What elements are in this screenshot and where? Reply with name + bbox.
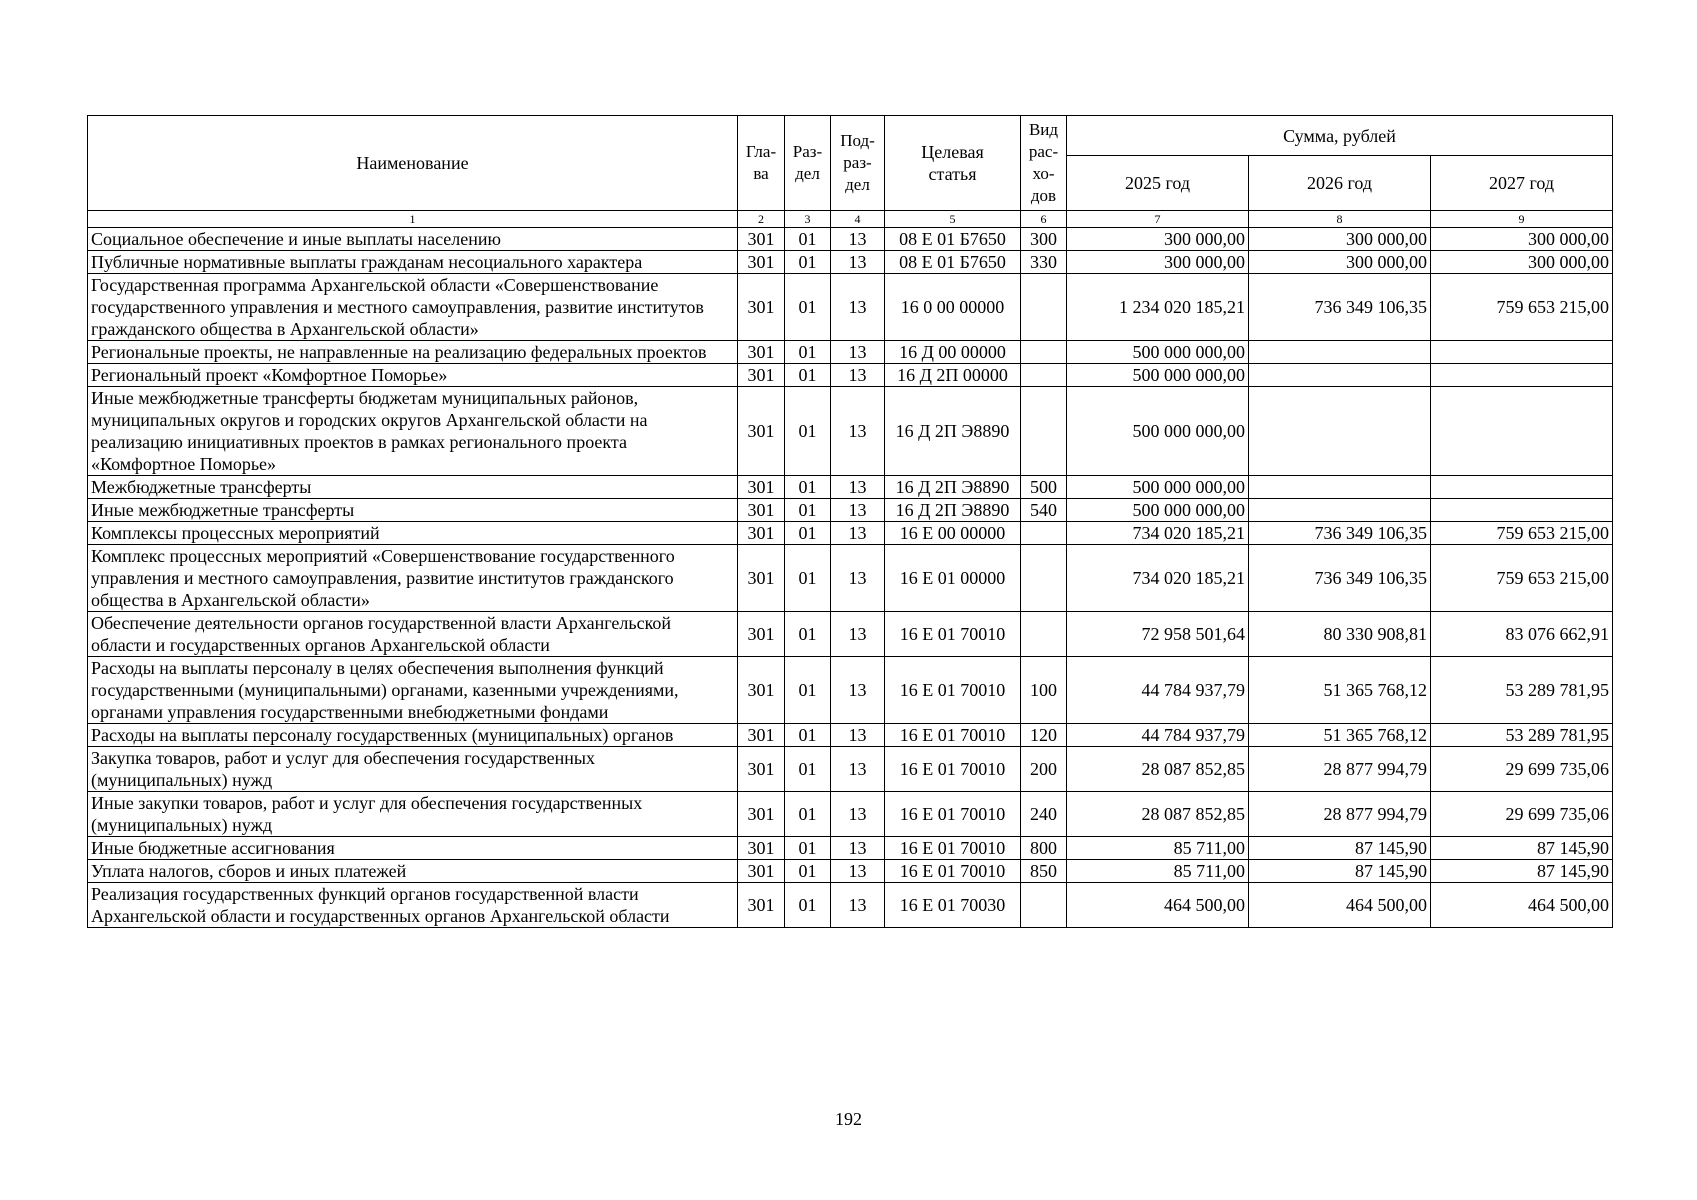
header-row-1 [88, 116, 1613, 156]
column-number: 2 [738, 211, 785, 228]
row-name: Иные закупки товаров, работ и услуг для обеспечения государственных (муниципальных) нужд [88, 792, 738, 837]
row-glava: 301 [738, 341, 785, 364]
row-glava: 301 [738, 522, 785, 545]
header-2025: 2025 год [1067, 156, 1249, 211]
row-amount-2027: 759 653 215,00 [1431, 545, 1613, 612]
column-number: 8 [1249, 211, 1431, 228]
row-amount-2025: 500 000 000,00 [1067, 364, 1249, 387]
row-name: Комплекс процессных мероприятий «Совершенствование государственного управления и местного самоуправления, развитие институтов гражданского общества в Архангельской области» [88, 545, 738, 612]
page-number: 192 [835, 1109, 862, 1129]
row-podrazdel: 13 [831, 883, 885, 928]
row-podrazdel: 13 [831, 476, 885, 499]
header-glava: Гла- ва [738, 116, 785, 211]
row-amount-2026: 464 500,00 [1249, 883, 1431, 928]
row-target: 16 Е 01 70010 [885, 792, 1021, 837]
row-razdel: 01 [785, 251, 831, 274]
row-amount-2025: 28 087 852,85 [1067, 747, 1249, 792]
row-amount-2027: 87 145,90 [1431, 860, 1613, 883]
row-razdel: 01 [785, 364, 831, 387]
header-2026: 2026 год [1249, 156, 1431, 211]
row-name: Обеспечение деятельности органов государственной власти Архангельской области и государственных органов Архангельской области [88, 612, 738, 657]
row-razdel: 01 [785, 724, 831, 747]
row-amount-2026 [1249, 341, 1431, 364]
row-name: Межбюджетные трансферты [88, 476, 738, 499]
row-amount-2025: 734 020 185,21 [1067, 522, 1249, 545]
row-razdel: 01 [785, 274, 831, 341]
row-glava: 301 [738, 274, 785, 341]
row-podrazdel: 13 [831, 251, 885, 274]
row-amount-2026: 736 349 106,35 [1249, 522, 1431, 545]
row-target: 16 Е 01 70010 [885, 724, 1021, 747]
row-glava: 301 [738, 251, 785, 274]
row-razdel: 01 [785, 792, 831, 837]
row-target: 16 Д 2П 00000 [885, 364, 1021, 387]
table-row [88, 387, 1613, 476]
row-podrazdel: 13 [831, 499, 885, 522]
row-glava: 301 [738, 612, 785, 657]
row-razdel: 01 [785, 341, 831, 364]
header-vid: Вид рас- хо- дов [1021, 116, 1067, 211]
row-name: Реализация государственных функций органов государственной власти Архангельской области и государственных органов Архангельской области [88, 883, 738, 928]
row-podrazdel: 13 [831, 657, 885, 724]
row-podrazdel: 13 [831, 612, 885, 657]
row-razdel: 01 [785, 522, 831, 545]
row-razdel: 01 [785, 499, 831, 522]
row-name: Расходы на выплаты персоналу в целях обеспечения выполнения функций государственными (муниципальными) органами, казенными учреждениями, органами управления государственными внебюджетными фондами [88, 657, 738, 724]
row-vid: 240 [1021, 792, 1067, 837]
row-podrazdel: 13 [831, 228, 885, 251]
row-amount-2027: 29 699 735,06 [1431, 747, 1613, 792]
row-name: Региональные проекты, не направленные на реализацию федеральных проектов [88, 341, 738, 364]
header-2027: 2027 год [1431, 156, 1613, 211]
row-amount-2027: 759 653 215,00 [1431, 522, 1613, 545]
row-amount-2026: 87 145,90 [1249, 860, 1431, 883]
table-row [88, 883, 1613, 928]
row-amount-2027 [1431, 387, 1613, 476]
table-body [88, 228, 1613, 928]
row-name: Расходы на выплаты персоналу государственных (муниципальных) органов [88, 724, 738, 747]
table-row [88, 499, 1613, 522]
row-amount-2025: 1 234 020 185,21 [1067, 274, 1249, 341]
row-amount-2027: 300 000,00 [1431, 251, 1613, 274]
table-row [88, 522, 1613, 545]
row-razdel: 01 [785, 657, 831, 724]
row-razdel: 01 [785, 860, 831, 883]
table-row [88, 860, 1613, 883]
row-amount-2026 [1249, 387, 1431, 476]
row-vid: 540 [1021, 499, 1067, 522]
row-amount-2027: 87 145,90 [1431, 837, 1613, 860]
row-name: Иные межбюджетные трансферты [88, 499, 738, 522]
row-amount-2026: 51 365 768,12 [1249, 724, 1431, 747]
row-glava: 301 [738, 228, 785, 251]
table-row [88, 837, 1613, 860]
row-podrazdel: 13 [831, 364, 885, 387]
row-glava: 301 [738, 724, 785, 747]
row-amount-2026: 80 330 908,81 [1249, 612, 1431, 657]
table-row [88, 747, 1613, 792]
row-name: Комплексы процессных мероприятий [88, 522, 738, 545]
row-podrazdel: 13 [831, 341, 885, 364]
row-amount-2027: 464 500,00 [1431, 883, 1613, 928]
row-glava: 301 [738, 545, 785, 612]
row-amount-2026: 28 877 994,79 [1249, 747, 1431, 792]
row-amount-2027 [1431, 341, 1613, 364]
row-glava: 301 [738, 476, 785, 499]
row-vid [1021, 341, 1067, 364]
table-row [88, 274, 1613, 341]
row-amount-2025: 300 000,00 [1067, 228, 1249, 251]
row-vid [1021, 387, 1067, 476]
row-razdel: 01 [785, 545, 831, 612]
row-amount-2026 [1249, 499, 1431, 522]
column-number: 1 [88, 211, 738, 228]
row-vid: 850 [1021, 860, 1067, 883]
row-vid: 300 [1021, 228, 1067, 251]
row-podrazdel: 13 [831, 545, 885, 612]
row-vid [1021, 612, 1067, 657]
row-razdel: 01 [785, 228, 831, 251]
column-number: 3 [785, 211, 831, 228]
table-row [88, 724, 1613, 747]
row-vid [1021, 545, 1067, 612]
row-razdel: 01 [785, 883, 831, 928]
row-glava: 301 [738, 883, 785, 928]
header-target: Целевая статья [885, 116, 1021, 211]
row-amount-2026 [1249, 364, 1431, 387]
row-vid [1021, 522, 1067, 545]
row-amount-2026: 300 000,00 [1249, 251, 1431, 274]
row-target: 16 Е 01 70010 [885, 837, 1021, 860]
row-amount-2025: 500 000 000,00 [1067, 499, 1249, 522]
row-target: 16 Е 01 70010 [885, 747, 1021, 792]
row-amount-2026: 87 145,90 [1249, 837, 1431, 860]
row-target: 16 0 00 00000 [885, 274, 1021, 341]
row-amount-2027 [1431, 364, 1613, 387]
header-name: Наименование [88, 116, 738, 211]
row-razdel: 01 [785, 747, 831, 792]
row-razdel: 01 [785, 387, 831, 476]
row-glava: 301 [738, 792, 785, 837]
row-target: 16 Е 00 00000 [885, 522, 1021, 545]
column-number: 4 [831, 211, 885, 228]
column-number: 9 [1431, 211, 1613, 228]
row-razdel: 01 [785, 476, 831, 499]
row-glava: 301 [738, 387, 785, 476]
row-amount-2025: 28 087 852,85 [1067, 792, 1249, 837]
row-amount-2027: 759 653 215,00 [1431, 274, 1613, 341]
row-target: 16 Д 2П Э8890 [885, 499, 1021, 522]
row-podrazdel: 13 [831, 792, 885, 837]
table-row [88, 251, 1613, 274]
row-amount-2026: 28 877 994,79 [1249, 792, 1431, 837]
row-glava: 301 [738, 364, 785, 387]
row-amount-2027 [1431, 476, 1613, 499]
row-podrazdel: 13 [831, 724, 885, 747]
row-target: 08 Е 01 Б7650 [885, 251, 1021, 274]
row-target: 16 Е 01 70010 [885, 612, 1021, 657]
row-vid: 800 [1021, 837, 1067, 860]
row-target: 16 Д 00 00000 [885, 341, 1021, 364]
row-amount-2025: 500 000 000,00 [1067, 387, 1249, 476]
column-number: 5 [885, 211, 1021, 228]
header-sum: Сумма, рублей [1067, 116, 1613, 156]
row-amount-2025: 500 000 000,00 [1067, 341, 1249, 364]
row-amount-2025: 85 711,00 [1067, 837, 1249, 860]
budget-table [87, 115, 1613, 928]
row-amount-2027 [1431, 499, 1613, 522]
row-amount-2026: 300 000,00 [1249, 228, 1431, 251]
header-podrazdel: Под- раз- дел [831, 116, 885, 211]
row-amount-2026: 51 365 768,12 [1249, 657, 1431, 724]
row-glava: 301 [738, 837, 785, 860]
row-name: Уплата налогов, сборов и иных платежей [88, 860, 738, 883]
row-vid: 120 [1021, 724, 1067, 747]
table-row [88, 228, 1613, 251]
row-vid [1021, 364, 1067, 387]
table-row [88, 341, 1613, 364]
row-amount-2025: 44 784 937,79 [1067, 724, 1249, 747]
row-target: 16 Д 2П Э8890 [885, 476, 1021, 499]
row-amount-2027: 53 289 781,95 [1431, 657, 1613, 724]
row-glava: 301 [738, 747, 785, 792]
row-vid [1021, 274, 1067, 341]
row-podrazdel: 13 [831, 274, 885, 341]
table-row [88, 545, 1613, 612]
column-number: 6 [1021, 211, 1067, 228]
row-podrazdel: 13 [831, 387, 885, 476]
row-name: Иные бюджетные ассигнования [88, 837, 738, 860]
row-vid: 100 [1021, 657, 1067, 724]
row-name: Публичные нормативные выплаты гражданам несоциального характера [88, 251, 738, 274]
row-vid: 200 [1021, 747, 1067, 792]
row-target: 16 Е 01 70010 [885, 860, 1021, 883]
row-amount-2026: 736 349 106,35 [1249, 545, 1431, 612]
header-razdel: Раз- дел [785, 116, 831, 211]
row-podrazdel: 13 [831, 747, 885, 792]
row-target: 16 Е 01 70030 [885, 883, 1021, 928]
row-glava: 301 [738, 657, 785, 724]
row-podrazdel: 13 [831, 837, 885, 860]
row-name: Государственная программа Архангельской области «Совершенствование государственного управления и местного самоуправления, развитие институтов гражданского общества в Архангельской области» [88, 274, 738, 341]
row-name: Иные межбюджетные трансферты бюджетам муниципальных районов, муниципальных округов и городских округов Архангельской области на реализацию инициативных проектов в рамках регионального проекта «Комфортное Поморье» [88, 387, 738, 476]
column-number: 7 [1067, 211, 1249, 228]
row-podrazdel: 13 [831, 860, 885, 883]
row-vid: 330 [1021, 251, 1067, 274]
row-amount-2027: 53 289 781,95 [1431, 724, 1613, 747]
row-razdel: 01 [785, 612, 831, 657]
row-razdel: 01 [785, 837, 831, 860]
table-row [88, 612, 1613, 657]
row-amount-2025: 300 000,00 [1067, 251, 1249, 274]
row-amount-2025: 500 000 000,00 [1067, 476, 1249, 499]
row-amount-2027: 83 076 662,91 [1431, 612, 1613, 657]
row-name: Социальное обеспечение и иные выплаты населению [88, 228, 738, 251]
row-amount-2025: 464 500,00 [1067, 883, 1249, 928]
row-amount-2026 [1249, 476, 1431, 499]
row-name: Закупка товаров, работ и услуг для обеспечения государственных (муниципальных) нужд [88, 747, 738, 792]
table-row [88, 364, 1613, 387]
table-row [88, 476, 1613, 499]
row-amount-2025: 44 784 937,79 [1067, 657, 1249, 724]
row-name: Региональный проект «Комфортное Поморье» [88, 364, 738, 387]
row-glava: 301 [738, 860, 785, 883]
row-podrazdel: 13 [831, 522, 885, 545]
column-numbers-row [88, 211, 1613, 228]
row-amount-2025: 72 958 501,64 [1067, 612, 1249, 657]
row-amount-2025: 85 711,00 [1067, 860, 1249, 883]
row-amount-2025: 734 020 185,21 [1067, 545, 1249, 612]
row-target: 08 Е 01 Б7650 [885, 228, 1021, 251]
row-target: 16 Е 01 00000 [885, 545, 1021, 612]
row-target: 16 Е 01 70010 [885, 657, 1021, 724]
table-row [88, 792, 1613, 837]
table-row [88, 657, 1613, 724]
row-amount-2026: 736 349 106,35 [1249, 274, 1431, 341]
row-vid: 500 [1021, 476, 1067, 499]
row-amount-2027: 29 699 735,06 [1431, 792, 1613, 837]
row-vid [1021, 883, 1067, 928]
row-target: 16 Д 2П Э8890 [885, 387, 1021, 476]
row-glava: 301 [738, 499, 785, 522]
row-amount-2027: 300 000,00 [1431, 228, 1613, 251]
